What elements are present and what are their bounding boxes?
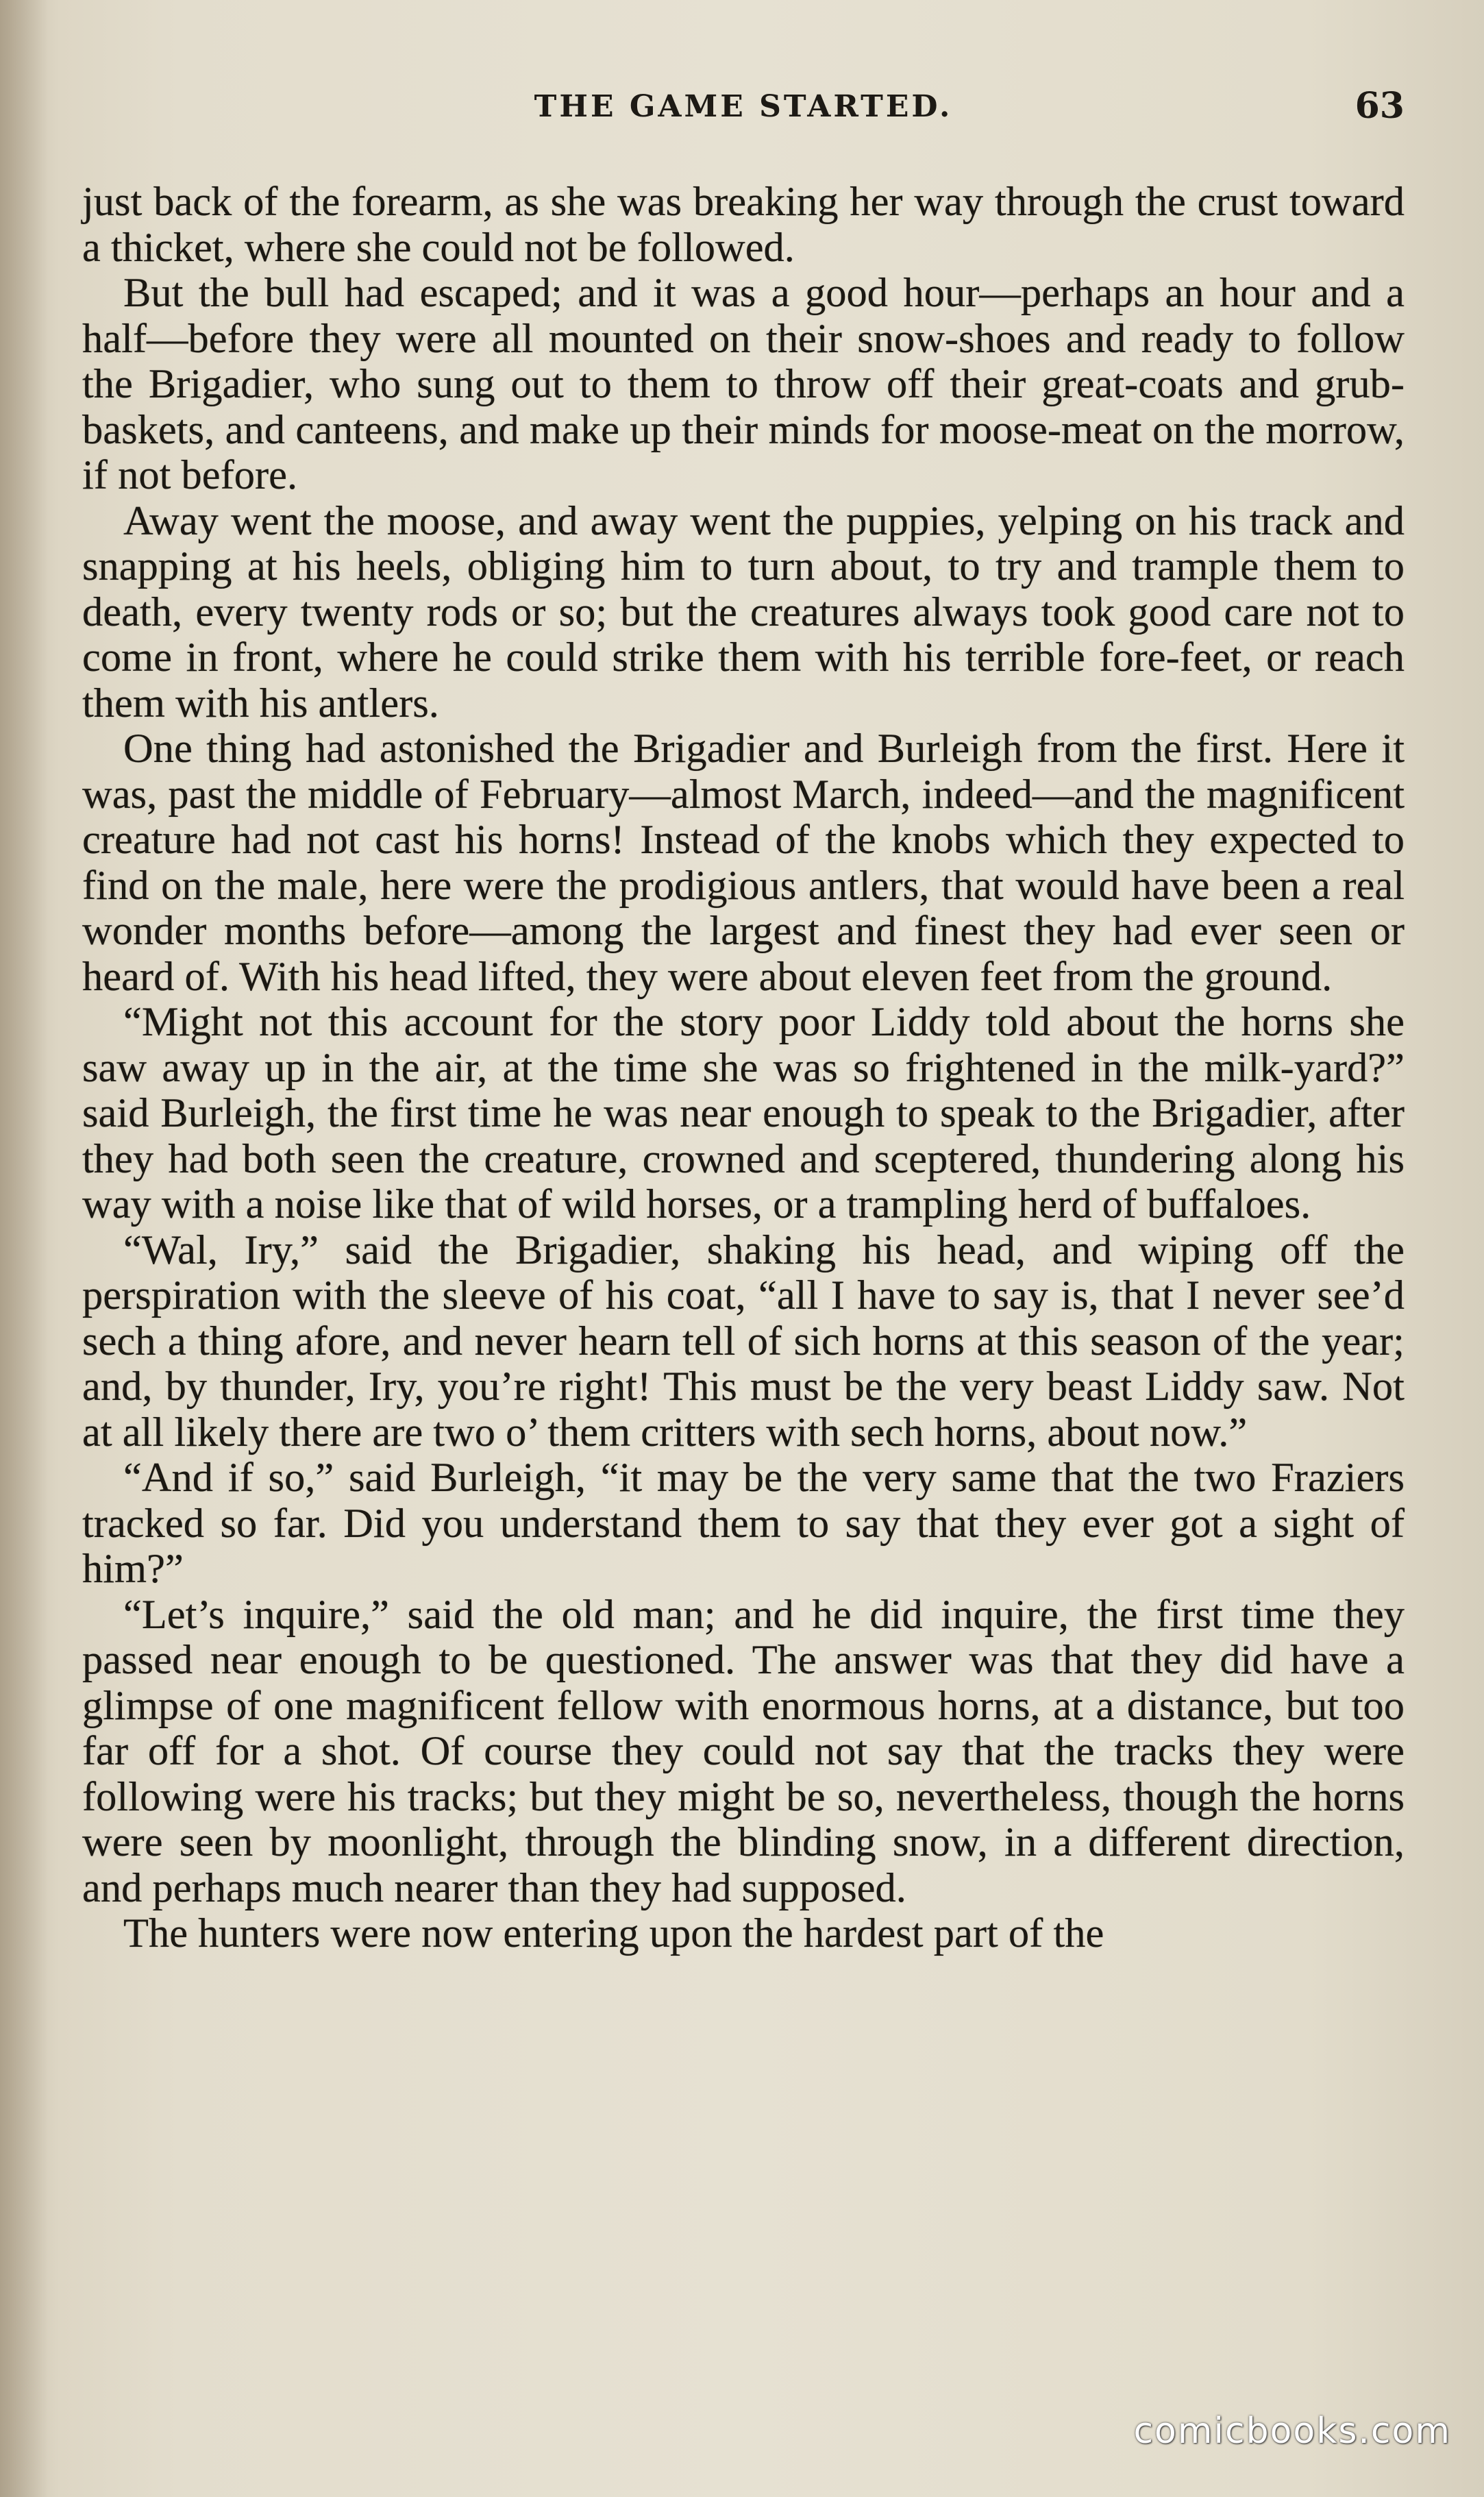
paragraph: But the bull had escaped; and it was a good hour—perhaps an hour and a half—before they were all mounted on their snow-shoes and ready to follow the Brigadier, who sung out to them to throw off their great-coats and grub-baskets, and canteens, and make up their minds for moose-meat on the morrow, if not before. bbox=[82, 270, 1405, 498]
paragraph: “Wal, Iry,” said the Brigadier, shaking his head, and wiping off the perspiration with the sleeve of his coat, “all I have to say is, that I never see’d sech a thing afore, and never hearn tell of sich horns at this season of the year; and, by thunder, Iry, you’re right! This must be the very beast Liddy saw. Not at all likely there are two o’ them critters with sech horns, about now.” bbox=[82, 1227, 1405, 1455]
paragraph: “And if so,” said Burleigh, “it may be the very same that the two Fraziers tracked so far. Did you understand them to say that they ever got a sight of him?” bbox=[82, 1455, 1405, 1592]
paragraph: “Let’s inquire,” said the old man; and he did inquire, the first time they passed near enough to be questioned. The answer was that they did have a glimpse of one magnificent fellow with enormous horns, at a distance, but too far off for a shot. Of course they could not say that the tracks they were following were his tracks; but they might be so, nevertheless, though the horns were seen by moonlight, through the blinding snow, in a different direction, and perhaps much nearer than they had supposed. bbox=[82, 1591, 1405, 1911]
body-text bbox=[82, 180, 1405, 1957]
paragraph: The hunters were now entering upon the hardest part of the bbox=[123, 1910, 1104, 1956]
paragraph: One thing had astonished the Brigadier and Burleigh from the first. Here it was, past the middle of February—almost March, indeed—and the magnificent creature had not cast his horns! Instead of the knobs which they expected to find on the male, here were the prodigious antlers, that would have been a real wonder months before—among the largest and finest they had ever seen or heard of. With his head lifted, they were about eleven feet from the ground. bbox=[82, 726, 1405, 1000]
paragraph: just back of the forearm, as she was breaking her way through the crust toward a thicket, where she could not be followed. bbox=[82, 179, 1405, 271]
page-number: 63 bbox=[1355, 85, 1405, 127]
page-header bbox=[82, 82, 1405, 137]
page-edge-shadow bbox=[0, 0, 48, 2497]
paragraph: Away went the moose, and away went the puppies, yelping on his track and snapping at his heels, obliging him to turn about, to try and trample them to death, every twenty rods or so; but the creatures always took good care not to come in front, where he could strike them with his terrible fore-feet, or reach them with his antlers. bbox=[82, 497, 1405, 726]
watermark: comicbooks.com bbox=[1133, 2411, 1451, 2452]
paragraph: “Might not this account for the story poor Liddy told about the horns she saw away up in the air, at the time she was so frightened in the milk-yard?” said Burleigh, the first time he was near enough to speak to the Brigadier, after they had both seen the creature, crowned and sceptered, thundering along his way with a noise like that of wild horses, or a trampling herd of buffaloes. bbox=[82, 999, 1405, 1227]
running-title: THE GAME STARTED. bbox=[534, 89, 953, 124]
